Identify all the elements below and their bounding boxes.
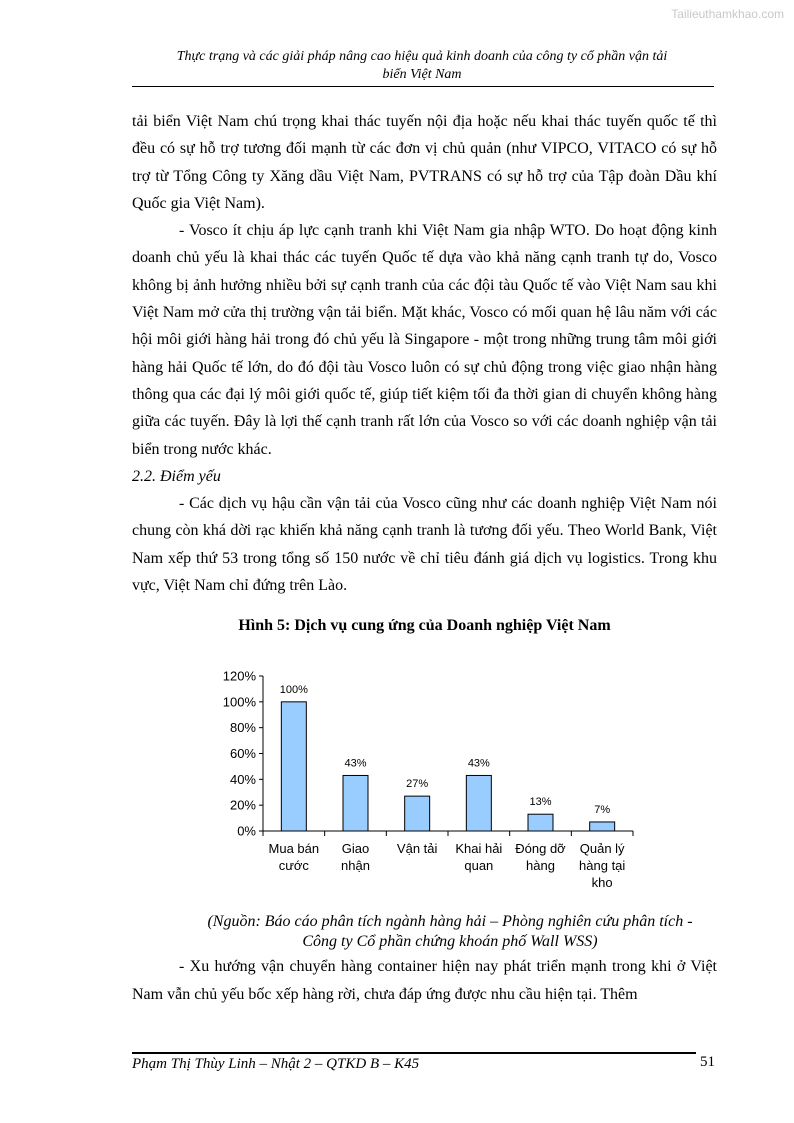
category-label: Vận tải [396, 841, 438, 856]
page-number: 51 [700, 1054, 715, 1070]
paragraph-2: - Vosco ít chịu áp lực cạnh tranh khi Việt Nam gia nhập WTO. Do hoạt động kinh doanh chủ yếu là khai thác các tuyến Quốc tế dựa vào khả năng cạnh tranh tự do, Vosco không bị ảnh hưởng nhiều bởi sự cạnh tranh của các đội tàu Quốc tế vào Việt Nam sau khi Việt Nam mở cửa thị trường vận tải biển. Mặt khác, Vosco có mối quan hệ lâu năm với các hội môi giới hàng hải trong đó chủ yếu là Singapore - một trong những trung tâm môi giới hàng hải Quốc tế lớn, do đó đội tàu Vosco luôn có sự chủ động trong việc giao nhận hàng thông qua các đại lý môi giới quốc tế, giúp tiết kiệm tối đa thời gian di chuyển không hàng giữa các tuyến. Đây là lợi thế cạnh tranh rất lớn của Vosco so với các doanh nghiệp vận tải biển trong nước khác. [132, 222, 717, 458]
category-label: quan [464, 858, 494, 873]
footer-author: Phạm Thị Thùy Linh – Nhật 2 – QTKD B – K45 [132, 1056, 420, 1072]
category-label: kho [591, 875, 613, 890]
footer-rule [132, 1052, 696, 1054]
data-label: 7% [594, 803, 611, 816]
paragraph-1: tải biển Việt Nam chú trọng khai thác tuyến nội địa hoặc nếu khai thác tuyến quốc tế thì đều có sự hỗ trợ tương đối mạnh từ các đơn vị chủ quản (như VIPCO, VITACO có sự hỗ trợ từ Tổng Công ty Xăng dầu Việt Nam, PVTRANS có sự hỗ trợ của Tập đoàn Dầu khí Quốc gia Việt Nam). [132, 113, 717, 212]
category-label: hàng tại [579, 858, 626, 873]
y-tick-label: 40% [229, 771, 256, 787]
bar [281, 702, 306, 831]
y-tick-label: 120% [222, 668, 256, 684]
category-label: Quản lý [579, 841, 625, 856]
header-line-1: Thực trạng và các giải pháp nâng cao hiệu quả kinh doanh của công ty cổ phần vận tải [176, 49, 668, 64]
section-heading: 2.2. Điểm yếu [132, 467, 221, 485]
paragraph-4: - Xu hướng vận chuyển hàng container hiện nay phát triển mạnh trong khi ở Việt Nam vẫn chủ yếu bốc xếp hàng rời, chưa đáp ứng được nhu cầu hiện tại. Thêm [132, 958, 717, 1003]
header-line-2: biển Việt Nam [382, 67, 462, 82]
watermark: Tailieuthamkhao.com [671, 7, 784, 21]
data-label: 13% [529, 796, 552, 809]
bar [343, 775, 368, 831]
category-label: Đóng dỡ [515, 841, 566, 856]
bar [466, 775, 491, 831]
running-header [132, 48, 712, 84]
figure-source [170, 912, 730, 952]
category-label: hàng [526, 858, 555, 873]
y-tick-label: 60% [229, 746, 256, 761]
header-rule [132, 86, 714, 87]
bar-chart [205, 664, 645, 904]
paragraph-3: - Các dịch vụ hậu cần vận tải của Vosco cũng như các doanh nghiệp Việt Nam nói chung còn khá dời rạc khiến khả năng cạnh tranh là tương đối yếu. Theo World Bank, Việt Nam xếp thứ 53 trong tổng số 150 nước về chỉ tiêu đánh giá dịch vụ logistics. Trong khu vực, Việt Nam chỉ đứng trên Lào. [132, 495, 717, 595]
source-line-1: (Nguồn: Báo cáo phân tích ngành hàng hải – Phòng nghiên cứu phân tích - [207, 913, 693, 930]
category-label: nhận [341, 858, 370, 873]
category-label: Mua bán [268, 841, 320, 856]
bar [528, 814, 553, 831]
y-tick-label: 0% [237, 823, 256, 839]
category-label: Giao [341, 841, 370, 856]
category-label: Khai hải [455, 841, 503, 856]
figure-title: Hình 5: Dịch vụ cung ứng của Doanh nghiệp Việt Nam [238, 617, 611, 634]
category-label: cước [278, 858, 309, 873]
source-line-2: Công ty Cổ phần chứng khoán phố Wall WSS) [302, 933, 598, 950]
main-text [132, 108, 717, 599]
y-tick-label: 20% [229, 797, 256, 813]
data-label: 100% [279, 683, 308, 696]
data-label: 27% [406, 778, 429, 791]
data-label: 43% [467, 757, 490, 770]
y-tick-label: 100% [222, 694, 256, 710]
main-text-continued [132, 953, 717, 1008]
bar [590, 822, 615, 831]
y-tick-label: 80% [229, 720, 256, 736]
bar [405, 796, 430, 831]
data-label: 43% [344, 757, 367, 770]
